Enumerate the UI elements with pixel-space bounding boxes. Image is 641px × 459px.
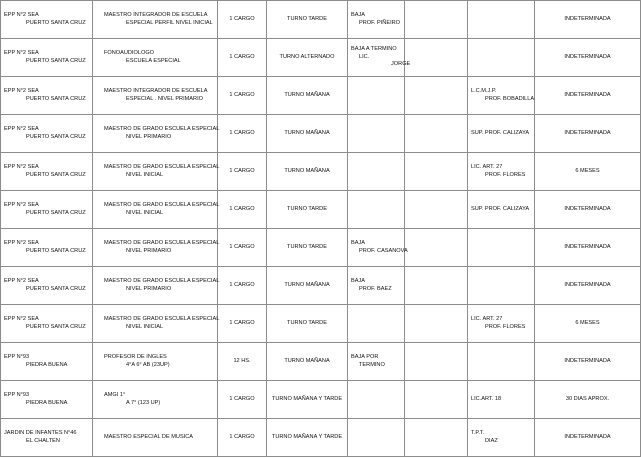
school-line: PUERTO SANTA CRUZ [26,247,86,254]
role-cell [93,343,218,381]
role-line: ESPECIAL . NIVEL PRIMARIO [126,95,203,102]
duration-cell: INDETERMINADA [535,267,641,305]
role-cell [93,153,218,191]
role-line: MAESTRO INTEGRADOR DE ESCUELA [104,11,208,18]
load-cell: 1 CARGO [218,1,267,39]
table-body [1,1,641,457]
role-cell [93,381,218,419]
role-line: MAESTRO DE GRADO ESCUELA ESPECIAL [104,125,220,132]
role-line: MAESTRO INTEGRADOR DE ESCUELA [104,87,208,94]
school-cell [1,381,93,419]
load-cell: 12 HS. [218,343,267,381]
empty-cell [405,153,468,191]
substitute-line: SUP. PROF. CALIZAYA [471,205,530,212]
duration-cell: 6 MESES [535,305,641,343]
load-cell: 1 CARGO [218,191,267,229]
duration-cell: 30 DIAS APROX. [535,381,641,419]
empty-cell [405,305,468,343]
empty-cell [405,1,468,39]
empty-cell [405,267,468,305]
role-line: NIVEL PRIMARIO [126,133,172,140]
load-cell: 1 CARGO [218,229,267,267]
cause-cell [348,1,405,39]
school-line: PUERTO SANTA CRUZ [26,171,86,178]
cause-cell [348,229,408,267]
school-line: JARDIN DE INFANTES N°46 [4,429,77,436]
substitute-cell [468,153,535,191]
school-line: EPP N°2 SEA [4,163,39,170]
empty-cell [405,77,468,115]
role-line: NIVEL INICIAL [126,323,164,330]
school-cell [1,267,93,305]
school-cell [1,39,93,77]
substitute-line: L.C.M.J.P. [471,87,497,94]
cause-cell [348,77,405,115]
substitute-line: LIC. ART. 27 [471,163,503,170]
school-line: EPP N°2 SEA [4,277,39,284]
shift-cell: TURNO TARDE [267,229,348,267]
role-cell [93,77,218,115]
school-line: EPP N°2 SEA [4,125,39,132]
duration-cell: INDETERMINADA [535,419,641,457]
school-cell [1,1,93,39]
cause-line: PROF. BAEZ [359,285,392,292]
role-line: NIVEL INICIAL [126,171,164,178]
school-line: PIEDRA BUENA [26,361,68,368]
shift-cell: TURNO TARDE [267,1,348,39]
table-row [1,419,641,457]
role-line: MAESTRO DE GRADO ESCUELA ESPECIAL [104,239,220,246]
school-line: PUERTO SANTA CRUZ [26,57,86,64]
shift-cell: TURNO TARDE [267,191,348,229]
school-cell [1,115,93,153]
empty-cell [405,191,468,229]
school-line: EPP N°2 SEA [4,49,39,56]
school-line: PIEDRA BUENA [26,399,68,406]
role-line: A 7° (123 UP) [126,399,161,406]
role-cell [93,115,218,153]
table-row [1,153,641,191]
school-line: PUERTO SANTA CRUZ [26,285,86,292]
cause-cell [348,343,405,381]
empty-cell [405,381,468,419]
cause-cell [348,39,411,77]
school-line: EPP N°93 [4,353,30,360]
table-row [1,77,641,115]
substitute-cell [468,305,535,343]
school-line: PUERTO SANTA CRUZ [26,95,86,102]
cause-cell [348,191,405,229]
table-row [1,305,641,343]
substitute-cell [468,267,535,305]
role-line: ESPECIAL PERFIL NIVEL INICIAL [126,19,213,26]
substitute-line: PROF. BOBADILLA [485,95,535,102]
cause-cell [348,381,405,419]
substitute-cell [468,229,535,267]
substitute-cell [468,343,535,381]
cause-line: PROF. CASANOVA [359,247,408,254]
cause-line: PROF. PIÑEIRO [359,19,401,26]
substitute-line: LIC.ART. 18 [471,395,502,402]
role-line: NIVEL INICIAL [126,209,164,216]
cause-line: BAJA [351,277,365,284]
substitute-cell [468,381,535,419]
load-cell: 1 CARGO [218,153,267,191]
shift-cell: TURNO MAÑANA Y TARDE [267,381,348,419]
empty-cell [405,115,468,153]
substitute-line: PROF. FLORES [485,323,526,330]
shift-cell: TURNO MAÑANA [267,77,348,115]
school-line: PUERTO SANTA CRUZ [26,133,86,140]
duration-cell: INDETERMINADA [535,39,641,77]
table-row [1,267,641,305]
school-line: EL CHALTEN [26,437,60,444]
duration-cell: INDETERMINADA [535,1,641,39]
duration-cell: INDETERMINADA [535,77,641,115]
role-line: MAESTRO DE GRADO ESCUELA ESPECIAL [104,277,220,284]
school-line: EPP N°93 [4,391,30,398]
substitute-line: DIAZ [485,437,498,444]
table-row [1,381,641,419]
shift-cell: TURNO MAÑANA [267,343,348,381]
substitute-line: T.P.T. [471,429,485,436]
load-cell: 1 CARGO [218,77,267,115]
role-cell [93,191,218,229]
cause-line: BAJA A TERMINO [351,46,397,53]
cause-line: BAJA [351,239,365,246]
load-cell: 1 CARGO [218,419,267,457]
duration-cell: INDETERMINADA [535,343,641,381]
empty-cell [405,39,468,77]
cause-cell [348,419,405,457]
role-line: NIVEL PRIMARIO [126,285,172,292]
empty-cell [405,229,468,267]
school-line: EPP N°2 SEA [4,201,39,208]
school-cell [1,343,93,381]
substitute-cell [468,191,535,229]
duration-cell: INDETERMINADA [535,115,641,153]
substitute-line: LIC. ART. 27 [471,315,503,322]
table-row [1,343,641,381]
cause-cell [348,267,405,305]
empty-cell [405,419,468,457]
school-line: EPP N°2 SEA [4,87,39,94]
substitute-line: PROF. FLORES [485,171,526,178]
table-row [1,191,641,229]
role-line: MAESTRO DE GRADO ESCUELA ESPECIAL [104,163,220,170]
role-line: ESCUELA ESPECIAL [126,57,181,64]
cause-line: LIC. [359,53,370,60]
school-cell [1,191,93,229]
role-cell [93,305,218,343]
duration-cell: 6 MESES [535,153,641,191]
role-line: PROFESOR DE INGLES [104,353,167,360]
role-cell [93,229,218,267]
school-cell [1,305,93,343]
role-cell [93,39,218,77]
role-line: 4°A 6° AB (23UP) [126,361,170,368]
table-row [1,1,641,39]
school-line: PUERTO SANTA CRUZ [26,323,86,330]
cause-cell [348,115,405,153]
role-line: MAESTRO DE GRADO ESCUELA ESPECIAL [104,315,220,322]
role-line: FONOAUDIOLOGO [104,49,155,56]
cause-line: BAJA [351,11,365,18]
shift-cell: TURNO MAÑANA [267,267,348,305]
shift-cell: TURNO MAÑANA Y TARDE [267,419,348,457]
shift-cell: TURNO ALTERNADO [267,39,348,77]
cause-line: TERMINO [359,361,385,368]
load-cell: 1 CARGO [218,39,267,77]
cause-line: BAJA POR [351,353,379,360]
role-cell [93,1,218,39]
school-line: EPP N°2 SEA [4,315,39,322]
load-cell: 1 CARGO [218,115,267,153]
load-cell: 1 CARGO [218,305,267,343]
duration-cell: INDETERMINADA [535,229,641,267]
empty-cell [405,343,468,381]
school-cell [1,77,93,115]
table-row [1,39,641,77]
load-cell: 1 CARGO [218,267,267,305]
school-cell [1,229,93,267]
role-cell [93,419,218,457]
school-line: PUERTO SANTA CRUZ [26,19,86,26]
substitute-cell [468,419,535,457]
cause-cell [348,153,405,191]
school-line: EPP N°2 SEA [4,11,39,18]
substitute-cell [468,77,535,115]
substitute-cell [468,1,535,39]
role-line: MAESTRO DE GRADO ESCUELA ESPECIAL [104,201,220,208]
duration-cell: INDETERMINADA [535,191,641,229]
role-line: AMGI 1° [104,391,126,398]
role-line: NIVEL PRIMARIO [126,247,172,254]
school-cell [1,419,93,457]
table-row [1,229,641,267]
substitute-cell [468,39,535,77]
role-line: MAESTRO ESPECIAL DE MUSICA [104,433,193,440]
school-cell [1,153,93,191]
school-line: PUERTO SANTA CRUZ [26,209,86,216]
cause-line: JORGE [391,61,411,68]
substitute-line: SUP. PROF. CALIZAYA [471,129,530,136]
school-line: EPP N°2 SEA [4,239,39,246]
role-cell [93,267,218,305]
cause-cell [348,305,405,343]
substitute-cell [468,115,535,153]
shift-cell: TURNO TARDE [267,305,348,343]
shift-cell: TURNO MAÑANA [267,115,348,153]
shift-cell: TURNO MAÑANA [267,153,348,191]
table-row [1,115,641,153]
load-cell: 1 CARGO [218,381,267,419]
